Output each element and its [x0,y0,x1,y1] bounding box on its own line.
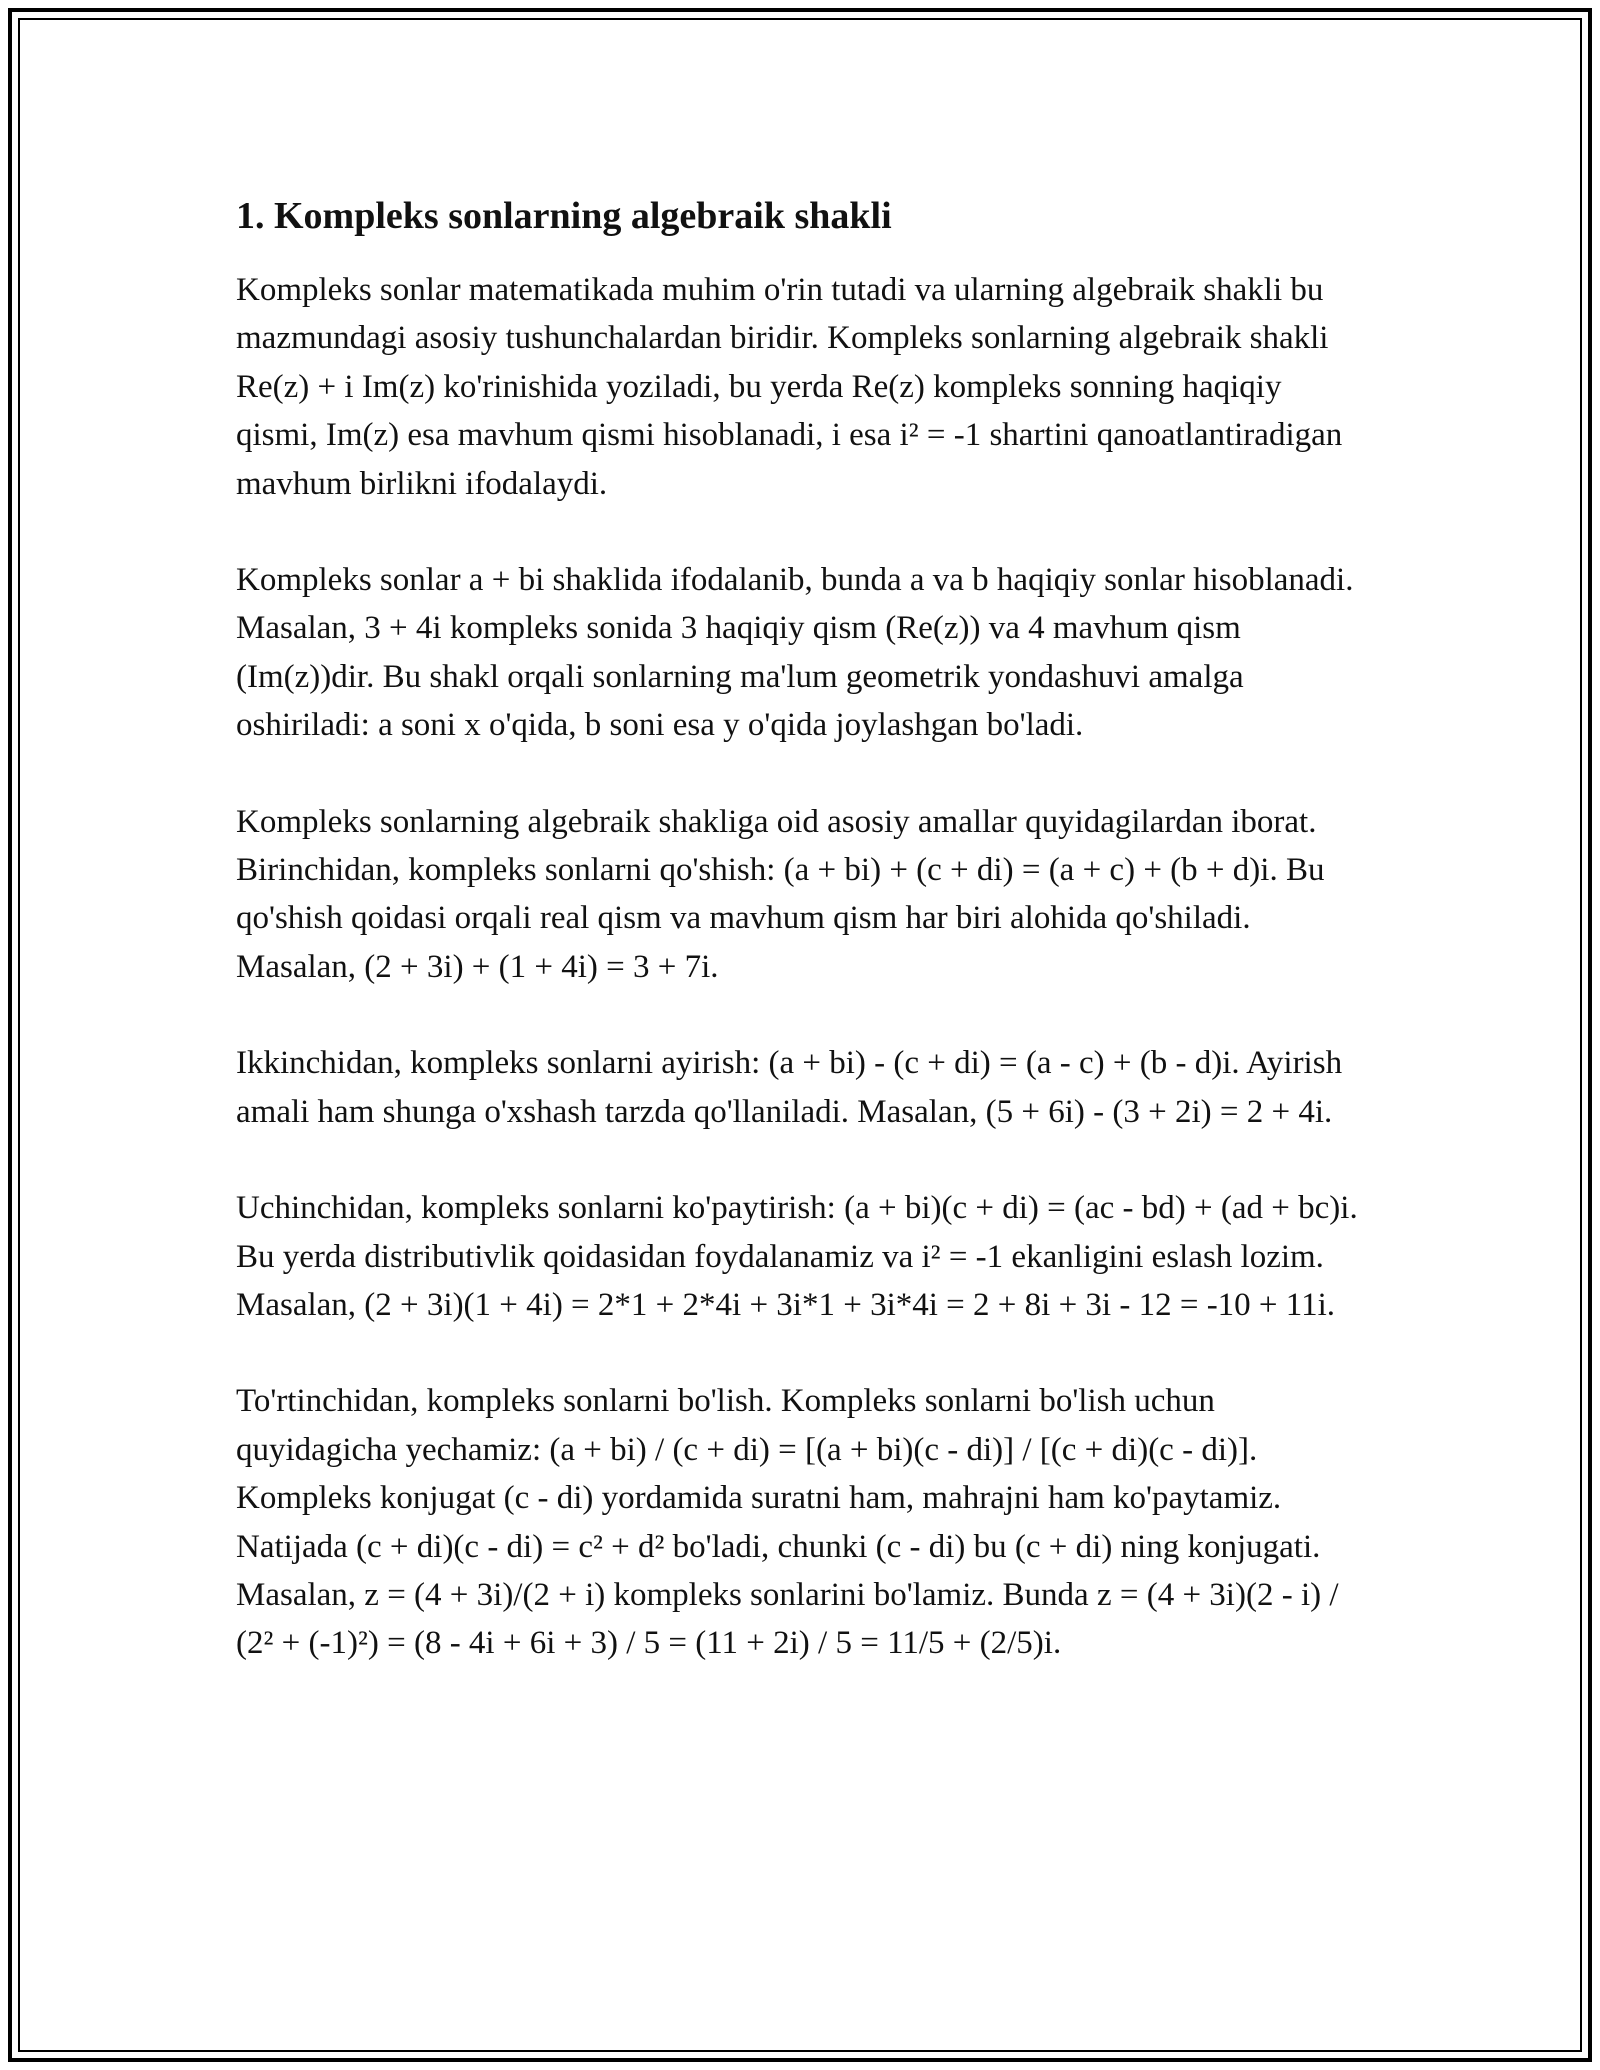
section-heading: 1. Kompleks sonlarning algebraik shakli [236,195,892,237]
paragraph-subtraction: Ikkinchidan, kompleks sonlarni ayirish: (a + bi) - (c + di) = (a - c) + (b - d)i. Ayirish amali ham shunga o'xshash tarzda qo'llaniladi. Masalan, (5 + 6i) - (3 + 2i) = 2 + 4i. [236,1045,1343,1130]
paragraph-multiplication: Uchinchidan, kompleks sonlarni ko'paytirish: (a + bi)(c + di) = (ac - bd) + (ad + bc)i. Bu yerda distributivlik qoidasidan foydalanamiz va i² = -1 ekanligini eslash lozim. Masalan, (2 + 3i)(1 + 4i) = 2*1 + 2*4i + 3i*1 + 3i*4i = 2 + 8i + 3i - 12 = -10 + 11i. [236,1190,1358,1323]
document-body [236,188,1366,1716]
paragraph-intro: Kompleks sonlar matematikada muhim o'rin tutadi va ularning algebraik shakli bu mazmundagi asosiy tushunchalardan biridir. Kompleks sonlarning algebraik shakli Re(z) + i Im(z) ko'rinishida yoziladi, bu yerda Re(z) kompleks sonning haqiqiy qismi, Im(z) esa mavhum qismi hisoblanadi, i esa i² = -1 shartini qanoatlantiradigan mavhum birlikni ifodalaydi. [236,272,1343,502]
paragraph-addition: Kompleks sonlarning algebraik shakliga oid asosiy amallar quyidagilardan iborat. Birinchidan, kompleks sonlarni qo'shish: (a + bi) + (c + di) = (a + c) + (b + d)i. Bu qo'shish qoidasi orqali real qism va mavhum qism har biri alohida qo'shiladi. Masalan, (2 + 3i) + (1 + 4i) = 3 + 7i. [236,803,1325,985]
paragraph-division: To'rtinchidan, kompleks sonlarni bo'lish. Kompleks sonlarni bo'lish uchun quyidagicha yechamiz: (a + bi) / (c + di) = [(a + bi)(c - di)] / [(c + di)(c - di)]. Kompleks konjugat (c - di) yordamida suratni ham, mahrajni ham ko'paytamiz. Natijada (c + di)(c - di) = c² + d² bo'ladi, chunki (c - di) bu (c + di) ning konjugati. Masalan, z = (4 + 3i)/(2 + i) kompleks sonlarini bo'lamiz. Bunda z = (4 + 3i)(2 - i) / (2² + (-1)²) = (8 - 4i + 6i + 3) / 5 = (11 + 2i) / 5 = 11/5 + (2/5)i. [236,1383,1339,1662]
paragraph-a-plus-bi: Kompleks sonlar a + bi shaklida ifodalanib, bunda a va b haqiqiy sonlar hisoblanadi. Masalan, 3 + 4i kompleks sonida 3 haqiqiy qism (Re(z)) va 4 mavhum qism (Im(z))dir. Bu shakl orqali sonlarning ma'lum geometrik yondashuvi amalga oshiriladi: a soni x o'qida, b soni esa y o'qida joylashgan bo'ladi. [236,562,1354,744]
